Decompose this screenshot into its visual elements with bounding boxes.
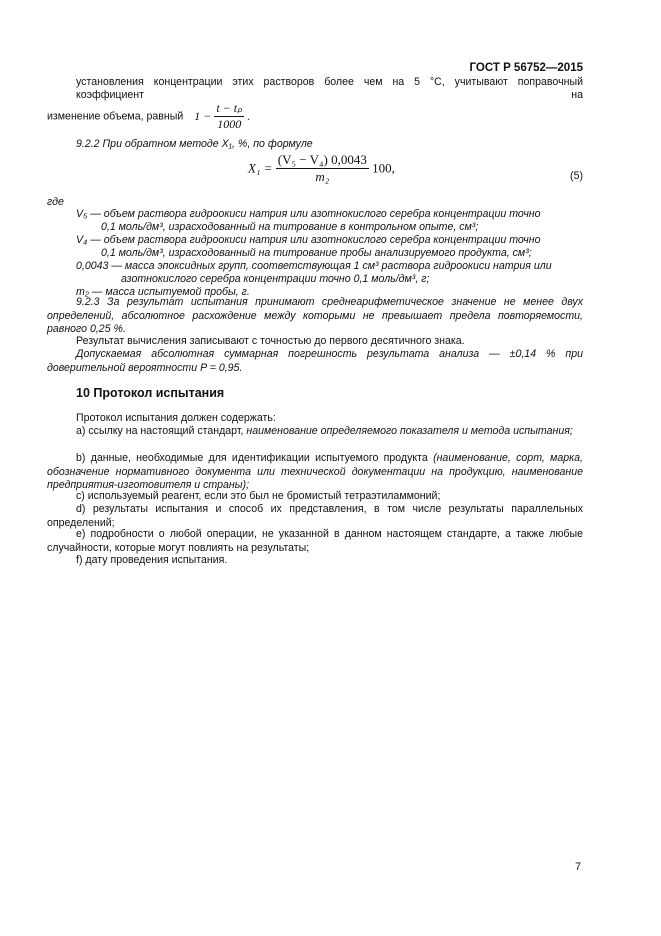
intro-line-2 (47, 101, 250, 132)
protocol-item-f: f) дату проведения испытания. (76, 554, 228, 566)
correction-denominator: 1000 (214, 116, 244, 132)
correction-end: . (247, 109, 251, 123)
intro-line-1: установления концентрации этих растворов более чем на 5 °С, учитывают поправочный коэффициент на (76, 76, 583, 101)
correction-lhs: 1 − (194, 109, 212, 123)
correction-fraction (214, 101, 244, 132)
protocol-item-d: d) результаты испытания и способ их представления, в том числе результаты параллельных определений; (47, 503, 583, 529)
protocol-item-b-text: b) данные, необходимые для идентификации испытуемого продукта (76, 452, 428, 464)
protocol-item-c: с) используемый реагент, если это был не бромистый тетраэтиламмоний; (76, 490, 441, 502)
rounding-text: Результат вычисления записывают с точностью до первого десятичного знака. (76, 335, 465, 347)
section-9-2-2-heading: 9.2.2 При обратном методе X₁, %, по формуле (76, 138, 313, 150)
correction-formula (194, 101, 251, 131)
definition-v5-line-1: V₅ — объем раствора гидроокиси натрия или азотнокислого серебра концентрации точно (76, 208, 541, 220)
definition-v5-line-2: 0,1 моль/дм³, израсходованный на титрование в контрольном опыте, см³; (101, 221, 479, 233)
formula-number: (5) (570, 170, 583, 182)
protocol-item-a-text: а) ссылку на настоящий стандарт, (76, 425, 244, 437)
definition-coefficient-line-2: азотнокислого серебра концентрации точно 0,1 моль/дм³, г; (121, 273, 430, 285)
accuracy-text: Допускаемая абсолютная суммарная погрешность результата анализа — ±0,14 % при доверительной вероятности P = 0,95. (47, 348, 583, 374)
formula-fraction (276, 152, 369, 185)
definition-v4-line-2: 0,1 моль/дм³, израсходованный на титрование пробы анализируемого продукта, см³; (101, 247, 532, 259)
definition-v4-line-1: V₄ — объем раствора гидроокиси натрия или азотнокислого серебра концентрации точно (76, 234, 541, 246)
protocol-item-b-italic: (наименование, сорт, марка, обозначение нормативного документа или технической документации на продукцию, наименование предприятия-изготовителя и страны); (47, 452, 583, 491)
formula-rhs: 100, (372, 160, 395, 176)
protocol-item-a (47, 425, 583, 439)
intro-line-2-text: изменение объема, равный (47, 110, 184, 123)
formula-numerator: (V₅ − V₄) 0,0043 (277, 152, 367, 167)
formula-5 (248, 152, 395, 185)
protocol-item-a-italic: наименование определяемого показателя и метода испытания; (246, 425, 573, 437)
section-10-title: 10 Протокол испытания (76, 386, 225, 400)
protocol-item-b (47, 452, 583, 493)
section-9-2-3-text: 9.2.3 За результат испытания принимают среднеарифметическое значение не менее двух определений, абсолютное расхождение между которыми не превышает предела повторяемости, равного 0,25 %. (47, 296, 583, 335)
protocol-intro: Протокол испытания должен содержать: (76, 412, 276, 424)
definition-coefficient-line-1: 0,0043 — масса эпоксидных групп, соответствующая 1 см³ раствора гидроокиси натрия или (76, 260, 552, 272)
document-number: ГОСТ Р 56752—2015 (469, 62, 583, 74)
where-label: где (47, 196, 64, 208)
protocol-item-e: е) подробности о любой операции, не указанной в данном настоящем стандарте, а также любые случайности, которые могут повлиять на результаты; (47, 528, 583, 554)
correction-numerator: t − tₚ (216, 101, 243, 115)
definition-m2: m₂ — масса испытуемой пробы, г. (76, 286, 250, 298)
formula-denominator: m₂ (276, 168, 369, 185)
page-number: 7 (575, 861, 581, 873)
formula-lhs: X₁ = (248, 160, 273, 176)
